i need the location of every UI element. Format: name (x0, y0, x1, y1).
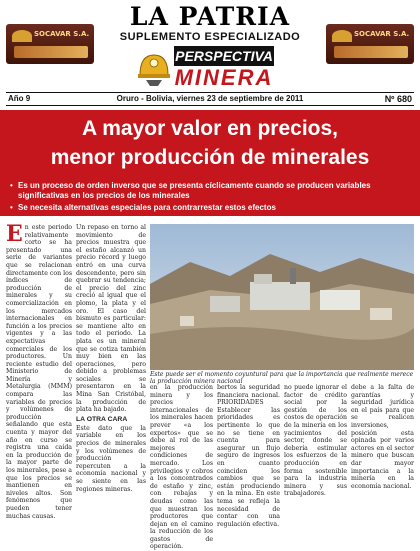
masthead (0, 0, 420, 92)
issue-year: Año 9 (8, 94, 31, 103)
section-title (174, 46, 274, 90)
drop-cap: E (6, 221, 23, 247)
headline-line-2: menor producción de minerales (50, 146, 370, 169)
article-column-1 (6, 221, 72, 542)
article-text: debe a la falta de garantías y seguridad jurídica en el país para que se realicen inversiones, posición esta opinada por varios actores en el sector minero que buscan dar mayor importancia a la minería en la economía nacional. (351, 384, 414, 490)
article-column-6 (351, 384, 414, 542)
supplement-label: SUPLEMENTO ESPECIALIZADO (119, 31, 301, 43)
article-column-5 (284, 384, 347, 542)
article-subhead: LA OTRA CARA (76, 415, 128, 423)
article-text: no puede ignorar el factor de crédito social por la gestión de los costos de operación de la minería en los yacimientos del sector, donde se debería estimular los esfuerzos de la producción en forma sostenible para la industria minera y sus trabajadores. (284, 384, 347, 498)
article-text: en la producción minera y los precios internacionales de los minerales hacen prever «a los expertos» que se debe al rol de las mejores condiciones de mercado. Los privilegios y cobros a los concentrados de estaño y zinc, con rebajas y deudas como las que muestran los productores que dejan en el camino la reducción de los gastos de operación. (150, 384, 213, 551)
article-column-3 (150, 384, 213, 551)
article-text: Este dato que la variable en los precios de minerales y los volúmenes de producción repercuten a la economía nacional y se siente en las regiones mineras. (76, 424, 146, 493)
summary-bullets (0, 178, 420, 216)
section-title-top: PERSPECTIVA (175, 48, 273, 64)
section-title-bottom: MINERA (174, 65, 274, 90)
summary-bullet: • Se necesita alternativas especiales para contrarrestar estos efectos (10, 203, 410, 213)
headline-line-1: A mayor valor en precios, (82, 117, 338, 140)
article-column-2 (76, 224, 146, 542)
headline-banner (0, 110, 420, 178)
article-text: n este periodo relativamente corto se ha presentado una serie de variantes que se relacionan directamente con los índices de producción de minerales y su comercialización en los mercados internacionales en función a los precios vigentes y a las expectativas comerciales de los productores. Un reciente estudio del Ministerio de Minería y Metalurgia (MMM) compara las variables de precios y volúmenes de producción señalando que esta cuenta y mayor del año en curso se registra una caída en la producción de la mayor parte de los minerales, pese a que los precios se mantienen en niveles altos. Son fenómenos que pueden tener muchas causas. (6, 224, 72, 520)
sponsor-banner (14, 46, 88, 58)
issue-info-bar (6, 92, 414, 106)
photo-caption: Este puede ser el momento coyuntural para que la importancia que realmente merece la producción minera nacional (150, 371, 414, 385)
summary-bullet: • Es un proceso de orden inverso que se presenta cíclicamente cuando se producen variables significativas en los precios de los minerales (10, 181, 410, 201)
issue-dateline: Oruro - Bolivia, viernes 23 de septiembre de 2011 (116, 94, 304, 103)
article-column-4 (217, 384, 280, 542)
newspaper-name: LA PATRIA (129, 2, 291, 31)
issue-number: Nº 680 (384, 94, 412, 104)
mine-site-photo (150, 224, 414, 370)
article-text: Un repaso en torno al movimiento de precios muestra que el estaño alcanzó un precio récord y luego entró en una curva descendente, pero sin quebrar su tendencia; el precio del zinc creció al igual que el plomo, la plata y el oro. El caso del bismuto es particular: se mantiene alto en todo el periodo. La plata es un mineral que se cotiza también muy bien en las operaciones, pero debido a problemas sociales se presentaron en la Mina San Cristóbal, la producción de plata ha bajado. (76, 224, 146, 414)
sponsor-name: SOCAVAR S.A. (354, 30, 410, 38)
sponsor-banner (334, 46, 408, 58)
miner-helmet-icon (136, 47, 172, 87)
sponsor-name: SOCAVAR S.A. (34, 30, 90, 38)
article-text: bertos la seguridad financiera nacional. PRIORIDADES Establecer las prioridades es pertinente lo que no se tiene en cuenta para asegurar un flujo seguro de ingresos en cuanto coinciden los cambios que se están produciendo en la mina. En este tema se refleja la necesidad de contar con una regulación efectiva. (217, 384, 280, 528)
